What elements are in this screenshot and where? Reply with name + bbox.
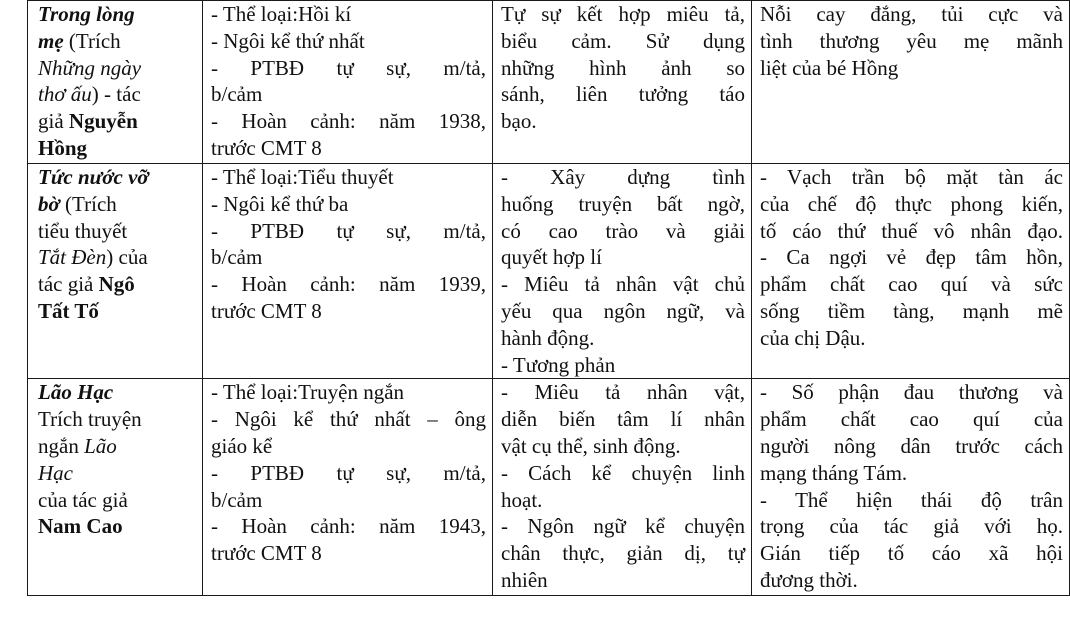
content-line: phẩm chất cao quí và sức [760, 272, 1063, 297]
author-name: Nam Cao [38, 514, 123, 539]
work-title: mẹ [38, 28, 64, 53]
work-note: của tác giả [38, 487, 128, 512]
feature-line: - Hoàn cảnh: năm 1943, [211, 514, 486, 539]
content-cell [752, 379, 1070, 596]
feature-line: - Thể loại:Truyện ngắn [211, 380, 405, 405]
features-cell [203, 379, 493, 596]
art-line: hành động. [501, 325, 595, 350]
content-cell [752, 164, 1070, 379]
feature-line: b/cảm [211, 245, 263, 270]
work-note: ngắn [38, 433, 85, 458]
art-line: vật cụ thể, sinh động. [501, 433, 681, 458]
work-title: bờ [38, 191, 60, 216]
art-line: diễn biến tâm lí nhân [501, 407, 745, 432]
work-note: tác giả [38, 272, 99, 297]
content-line: đương thời. [760, 567, 858, 592]
art-line: - Ngôn ngữ kể chuyện [501, 514, 745, 539]
art-line: biểu cảm. Sử dụng [501, 28, 745, 53]
content-line: liệt của bé Hồng [760, 55, 899, 80]
art-line: - Xây dựng tình [501, 165, 745, 189]
author-name: Ngô [98, 272, 135, 297]
work-title: Tức nước vỡ [38, 165, 149, 189]
table-row-trong-long-me [28, 1, 1070, 164]
feature-line: trước CMT 8 [211, 298, 322, 323]
feature-line: - Hoàn cảnh: năm 1938, [211, 109, 486, 134]
content-line: người nông dân trước cách [760, 433, 1063, 458]
work-source: Tắt Đèn [38, 245, 107, 270]
feature-line: - PTBĐ tự sự, m/tả, [211, 218, 486, 243]
work-note: (Trích [59, 191, 117, 216]
feature-line: b/cảm [211, 82, 263, 107]
art-cell [493, 164, 752, 379]
work-source: Hạc [38, 460, 73, 485]
features-cell [203, 1, 493, 164]
work-title: Lão Hạc [38, 380, 114, 405]
art-line: - Cách kể chuyện linh [501, 460, 745, 485]
content-line: tình thương yêu mẹ mãnh [760, 28, 1063, 53]
art-line: sánh, liên tưởng táo [501, 82, 745, 107]
features-cell [203, 164, 493, 379]
art-line: - Miêu tả nhân vật, [501, 380, 745, 405]
literature-summary-table [27, 0, 1070, 596]
art-line: huống truyện bất ngờ, [501, 191, 745, 216]
content-line: của chế độ thực phong kiến, [760, 191, 1063, 216]
author-name: Tất Tố [38, 298, 99, 323]
art-line: chân thực, giản dị, tự [501, 541, 745, 566]
feature-line: - PTBĐ tự sự, m/tả, [211, 460, 486, 485]
content-line: của chị Dậu. [760, 325, 866, 350]
author-name: Hồng [38, 135, 88, 160]
work-cell [28, 1, 203, 164]
content-line: trọng của tác giả với họ. [760, 514, 1063, 539]
art-line: quyết hợp lí [501, 245, 602, 270]
art-cell [493, 1, 752, 164]
feature-line: trước CMT 8 [211, 135, 322, 160]
content-line: - Số phận đau thương và [760, 380, 1063, 405]
feature-line: - Thể loại:Tiểu thuyết [211, 165, 394, 189]
content-line: tố cáo thứ thuế vô nhân đạo. [760, 218, 1063, 243]
art-line: nhiên [501, 567, 548, 592]
work-note: ) - tác [91, 82, 141, 107]
art-line: có cao trào và giải [501, 218, 745, 243]
feature-line: - Hoàn cảnh: năm 1939, [211, 272, 486, 297]
feature-line: b/cảm [211, 487, 263, 512]
feature-line: giáo kể [211, 433, 273, 458]
art-line: Tự sự kết hợp miêu tả, [501, 2, 745, 26]
feature-line: - Thể loại:Hồi kí [211, 2, 352, 26]
work-note: tiểu thuyết [38, 218, 128, 243]
work-source: Lão [84, 433, 117, 458]
art-line: hoạt. [501, 487, 543, 512]
work-cell [28, 164, 203, 379]
content-line: sống tiềm tàng, mạnh mẽ [760, 298, 1063, 323]
work-note: giả [38, 109, 69, 134]
content-line: phẩm chất cao quí của [760, 407, 1063, 432]
content-line: Nỗi cay đắng, tủi cực và [760, 2, 1063, 26]
art-cell [493, 379, 752, 596]
content-line: mạng tháng Tám. [760, 460, 908, 485]
art-line: bạo. [501, 109, 537, 134]
art-line: yếu qua ngôn ngữ, và [501, 298, 745, 323]
feature-line: - PTBĐ tự sự, m/tả, [211, 55, 486, 80]
author-name: Nguyễn [68, 109, 138, 134]
content-cell [752, 1, 1070, 164]
feature-line: trước CMT 8 [211, 541, 322, 566]
literature-summary-sheet [27, 0, 1063, 596]
feature-line: - Ngôi kể thứ nhất [211, 28, 365, 53]
table-row-lao-hac [28, 379, 1070, 596]
work-title: Trong lòng [38, 2, 135, 26]
art-line: - Miêu tả nhân vật chủ [501, 272, 745, 297]
table-row-tuc-nuoc-vo-bo [28, 164, 1070, 379]
work-note: (Trích [63, 28, 121, 53]
art-line: - Tương phản [501, 352, 616, 377]
content-line: - Vạch trần bộ mặt tàn ác [760, 165, 1063, 189]
work-source: thơ ấu [38, 82, 92, 107]
feature-line: - Ngôi kể thứ ba [211, 191, 349, 216]
work-note: Trích truyện [38, 407, 142, 432]
work-source: Những ngày [38, 55, 142, 80]
content-line: - Thể hiện thái độ trân [760, 487, 1063, 512]
art-line: những hình ảnh so [501, 55, 745, 80]
work-cell [28, 379, 203, 596]
feature-line: - Ngôi kể thứ nhất – ông [211, 407, 486, 432]
content-line: - Ca ngợi vẻ đẹp tâm hồn, [760, 245, 1063, 270]
work-note: ) của [106, 245, 148, 270]
content-line: Gián tiếp tố cáo xã hội [760, 541, 1063, 566]
